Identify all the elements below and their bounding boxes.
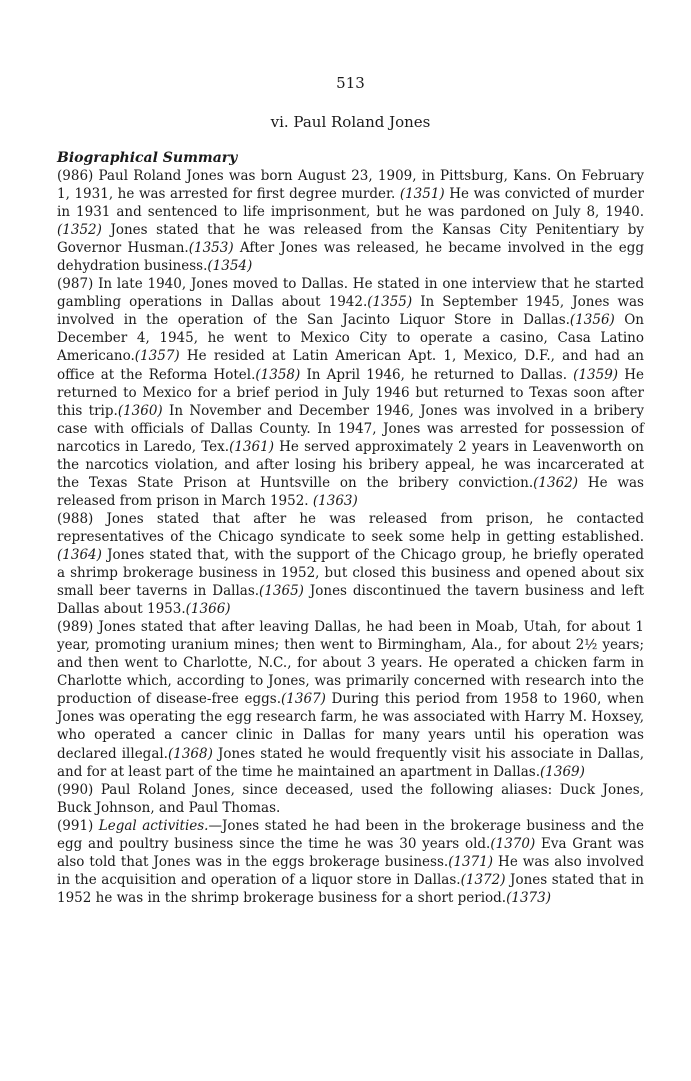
paragraph-text: In September 1945, Jones was involved in the operation of the San Jacinto Liquor Store in Dallas. <box>57 294 644 329</box>
footnote-ref: (1359) <box>573 366 619 383</box>
document-page <box>57 74 644 907</box>
paragraph-text: He was convicted of murder in 1931 and sentenced to life imprisonment, but he was pardoned on July 8, 1940. <box>57 186 644 221</box>
paragraph-text: In April 1946, he returned to Dallas. <box>300 366 574 383</box>
footnote-ref: (1370) <box>490 835 536 852</box>
paragraph-text: (989) Jones stated that after leaving Dallas, he had been in Moab, Utah, for about 1 year, promoting uranium mines; then went to Birmingham, Ala., for about 2½ years; and then went to Charlotte, N.C., for about 3 years. He operated a chicken farm in Charlotte which, according to Jones, was primarily concerned with research into the production of disease-free eggs. <box>57 619 644 708</box>
footnote-ref: (1356) <box>569 312 615 329</box>
paragraph-text: Jones stated that in 1952 he was in the shrimp brokerage business for a short period. <box>57 871 644 906</box>
paragraph-990 <box>57 781 644 817</box>
paragraph-986 <box>57 167 644 275</box>
paragraph-text: (986) Paul Roland Jones was born August 23, 1909, in Pittsburg, Kans. On February 1, 1931, he was arrested for first degree murder. <box>57 168 644 203</box>
paragraph-text: (987) In late 1940, Jones moved to Dallas. He stated in one interview that he started gambling operations in Dallas about 1942. <box>57 276 644 311</box>
footnote-ref: (1373) <box>506 889 551 906</box>
paragraph-text: He was released from prison in March 1952. <box>57 474 644 509</box>
footnote-ref: (1365) <box>259 583 304 600</box>
footnote-ref: (1364) <box>57 546 102 563</box>
paragraph-text: (988) Jones stated that after he was released from prison, he contacted representatives of the Chicago syndicate to seek some help in getting established. <box>57 510 644 545</box>
footnote-ref: (1353) <box>188 240 234 257</box>
footnote-ref: (1351) <box>399 186 445 203</box>
paragraph-text: He served approximately 2 years in Leavenworth on the narcotics violation, and after losing his bribery appeal, he was incarcerated at the Texas State Prison at Huntsville on the bribery conviction. <box>57 438 644 491</box>
paragraph-text: After Jones was released, he became involved in the egg dehydration business. <box>57 240 644 275</box>
paragraph-987 <box>57 275 644 510</box>
footnote-ref: (1366) <box>185 601 231 618</box>
paragraph-991 <box>57 817 644 907</box>
footnote-ref: (1369) <box>540 763 585 780</box>
paragraph-text: He resided at Latin American Apt. 1, Mexico, D.F., and had an office at the Reforma Hotel. <box>57 348 644 383</box>
subheading: Biographical Summary <box>57 150 238 166</box>
paragraph-text: On December 4, 1945, he went to Mexico City to operate a casino, Casa Latino Americano. <box>57 312 644 365</box>
section-title: vi. Paul Roland Jones <box>270 113 431 131</box>
footnote-ref: (1361) <box>229 438 274 455</box>
page-number: 513 <box>336 74 365 92</box>
italic-text: Legal activities. <box>98 817 209 834</box>
footnote-ref: (1357) <box>134 348 180 365</box>
paragraph-text: Jones stated he would frequently visit his associate in Dallas, and for at least part of the time he maintained an apartment in Dallas. <box>57 745 644 780</box>
footnote-ref: (1367) <box>281 691 326 708</box>
footnote-ref: (1368) <box>167 745 213 762</box>
paragraph-text: In November and December 1946, Jones was involved in a bribery case with officials of Dallas County. In 1947, Jones was arrested for possession of narcotics in Laredo, Tex. <box>57 402 644 455</box>
paragraph-text: Jones stated that he was released from the Kansas City Penitentiary by Governor Husman. <box>57 222 644 257</box>
footnote-ref: (1360) <box>117 402 163 419</box>
paragraph-text: He was also involved in the acquisition and operation of a liquor store in Dallas. <box>57 853 645 888</box>
footnote-ref: (1362) <box>533 474 579 491</box>
paragraph-text: (991) <box>57 817 99 834</box>
paragraph-989 <box>57 618 644 780</box>
footnote-ref: (1352) <box>57 222 102 239</box>
paragraph-text: During this period from 1958 to 1960, when Jones was operating the egg research farm, he was associated with Harry M. Hoxsey, who operated a cancer clinic in Dallas for many years until his operation was declared illegal. <box>57 691 644 762</box>
paragraph-text: He returned to Mexico for a brief period in July 1946 but returned to Texas soon after this trip. <box>57 366 644 419</box>
paragraph-text: Jones discontinued the tavern business and left Dallas about 1953. <box>57 583 644 618</box>
paragraph-text: Eva Grant was also told that Jones was in the eggs brokerage business. <box>57 835 644 870</box>
paragraph-text: Jones stated that, with the support of the Chicago group, he briefly operated a shrimp brokerage business in 1952, but closed this business and opened about six small beer taverns in Dallas. <box>57 546 644 600</box>
footnote-ref: (1372) <box>460 871 506 888</box>
paragraph-text: (990) Paul Roland Jones, since deceased, used the following aliases: Duck Jones, Buck Johnson, and Paul Thomas. <box>57 781 644 816</box>
footnote-ref: (1355) <box>367 294 413 311</box>
paragraph-988 <box>57 510 644 618</box>
footnote-ref: (1354) <box>207 258 253 275</box>
footnote-ref: (1358) <box>255 366 301 383</box>
footnote-ref: (1363) <box>312 492 358 509</box>
footnote-ref: (1371) <box>448 853 494 870</box>
paragraph-text: —Jones stated he had been in the brokerage business and the egg and poultry business since the time he was 30 years old. <box>57 817 644 852</box>
